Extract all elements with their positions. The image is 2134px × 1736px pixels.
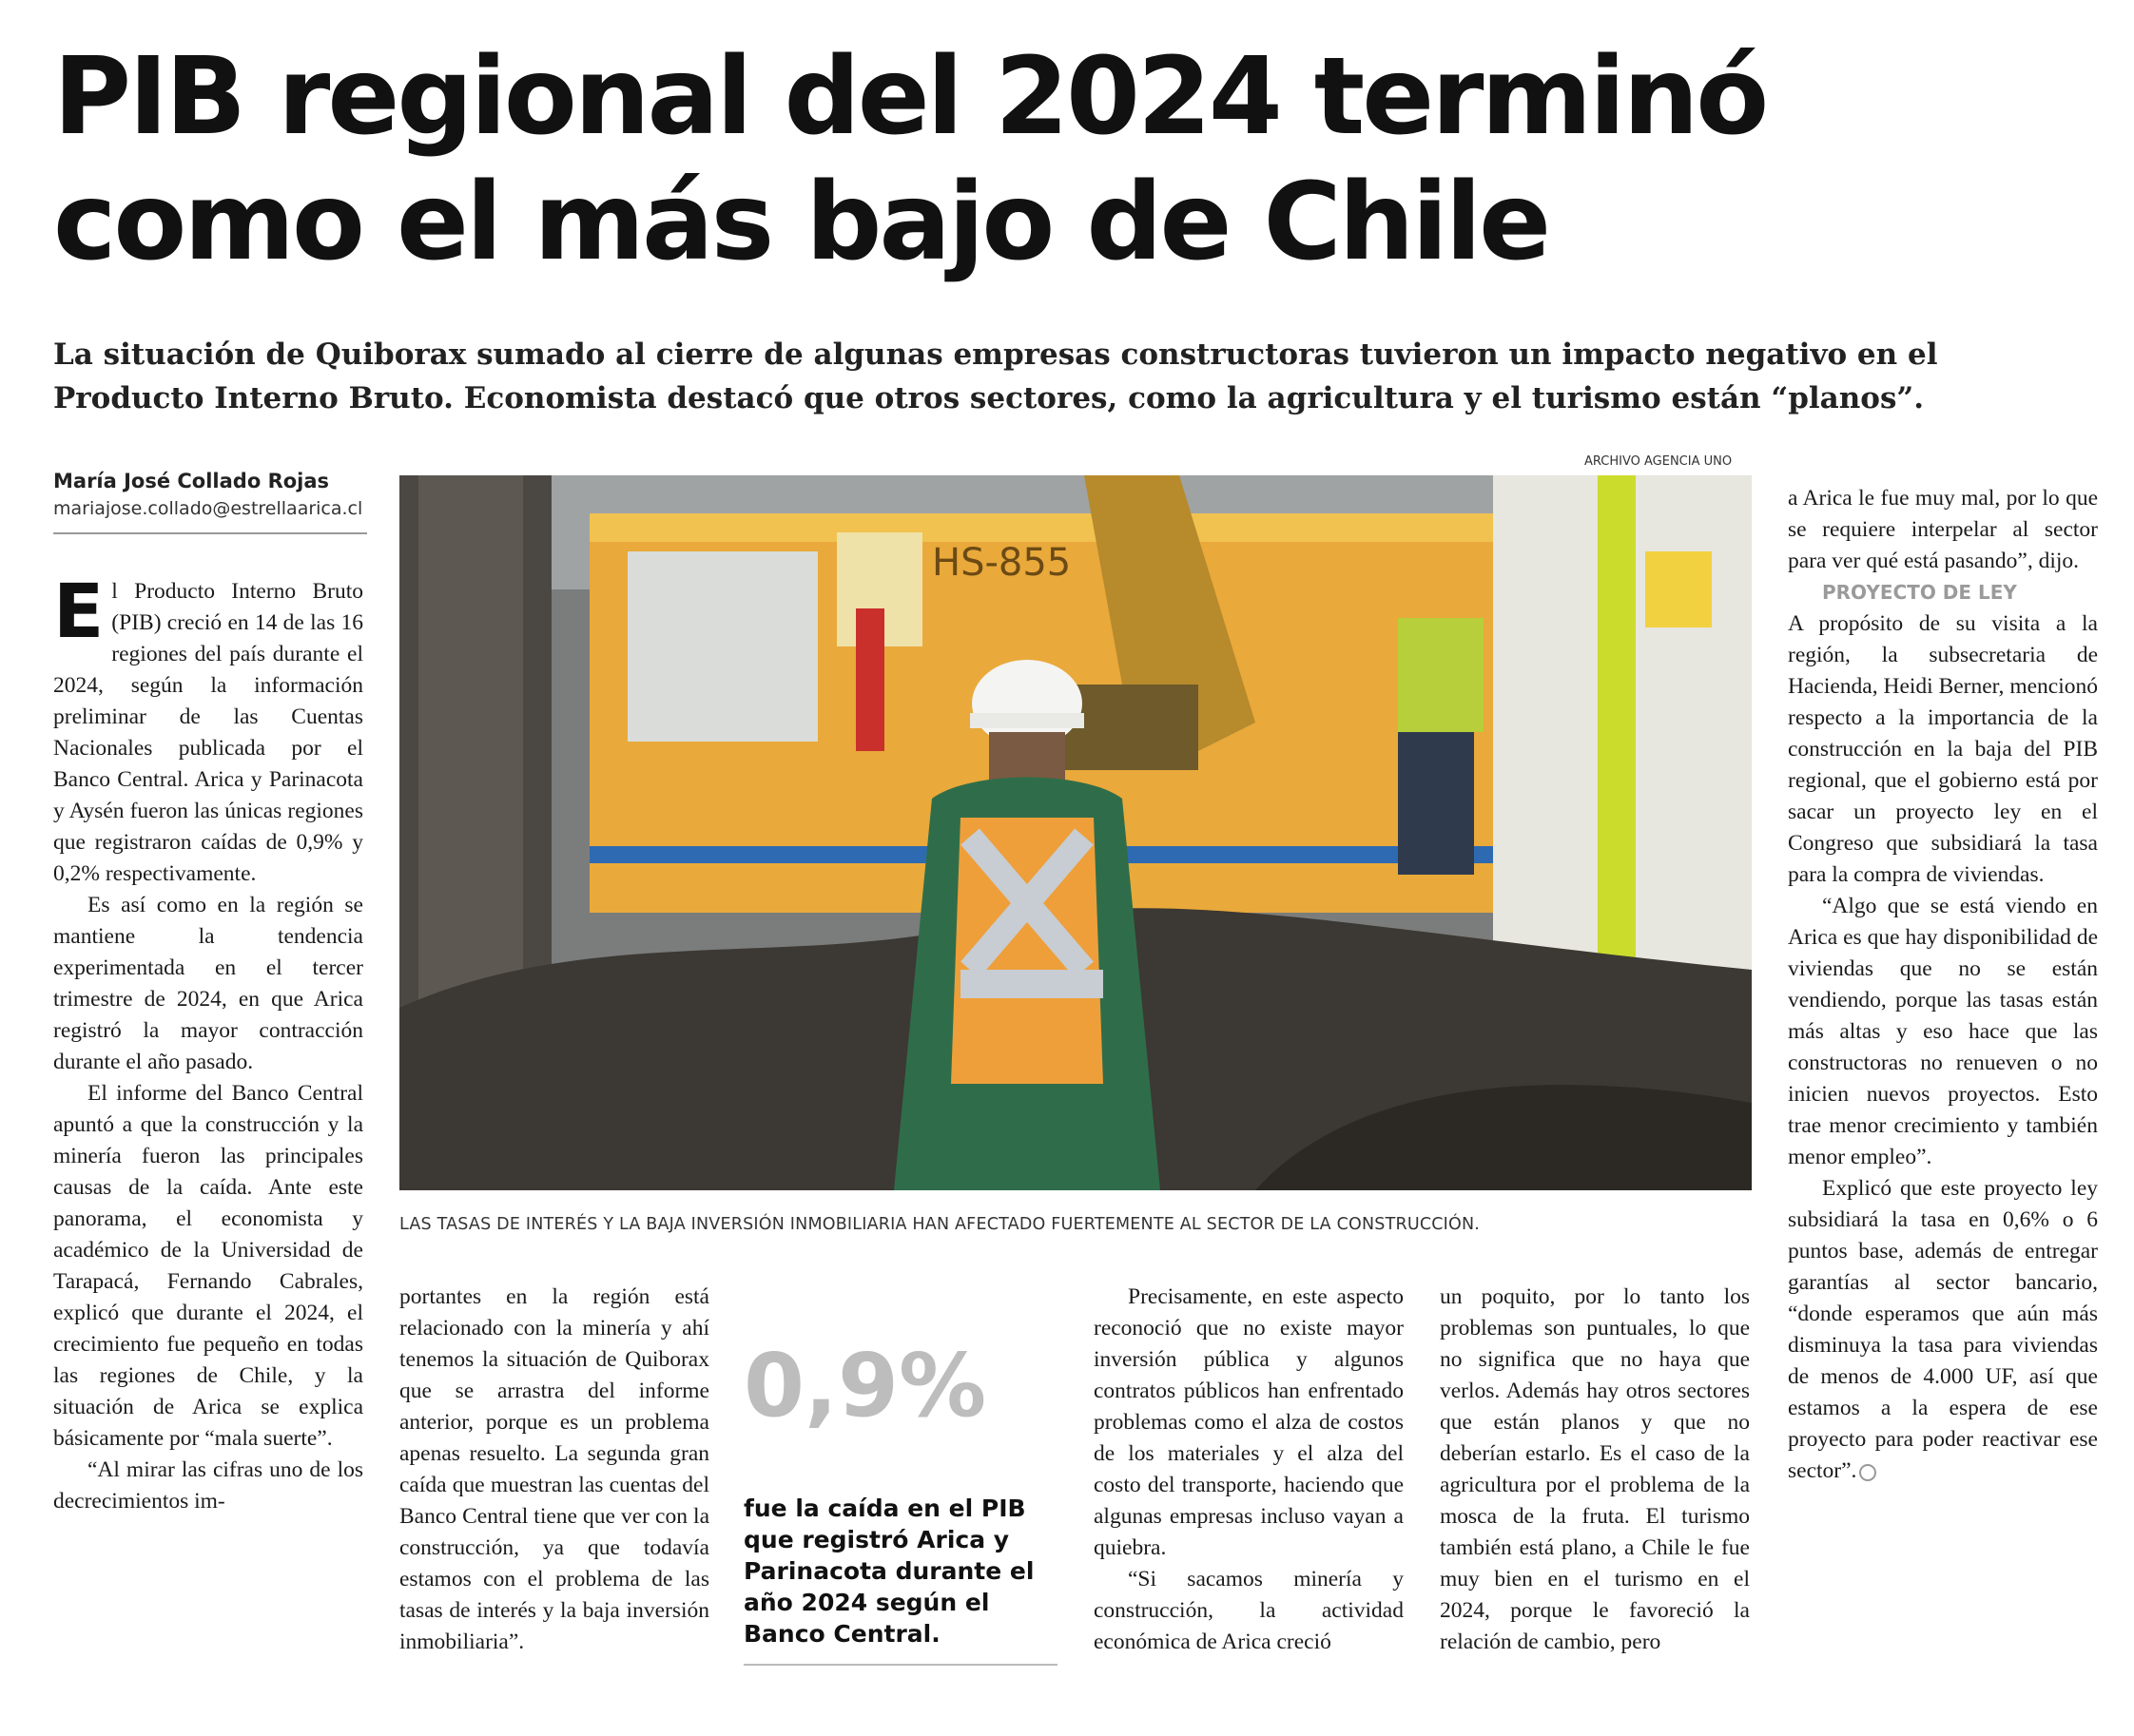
end-of-article-icon	[1859, 1464, 1876, 1481]
highlight-number: 0,9%	[744, 1335, 987, 1437]
col3-paragraph-1: Precisamente, en este aspecto reconoció que no existe mayor inversión pública y algunos contratos públicos han enfrentado problemas como el alza de costos de los materiales y el alza del costo del transporte, haciendo que algunas empresas incluso vayan a quiebra.	[1094, 1284, 1404, 1560]
col4-paragraph-1: un poquito, por lo tanto los problemas son puntuales, lo que no significa que no haya que verlos. Además hay otros sectores que están planos y que no deberían estarlo. Es el caso de la agricultura por el problema de la mosca de la fruta. El turismo también está plano, a Chile le fue muy bien en el turismo en el 2024, porque le favoreció la relación de cambio, pero	[1440, 1284, 1750, 1654]
headline-line-1: PIB regional del 2024 terminó	[53, 35, 1767, 159]
column-3	[1094, 1282, 1404, 1658]
highlight-text: fue la caída en el PIB que registró Arica y Parinacota durante el año 2024 según el Banco Central.	[744, 1495, 1035, 1648]
column-2	[399, 1282, 709, 1658]
col1-paragraph-2: Es así como en la región se mantiene la tendencia experimentada en el tercer trimestre de 2024, en que Arica registró la mayor contracción durante el año pasado.	[53, 893, 363, 1074]
article-subhead: La situación de Quiborax sumado al cierre de algunas empresas constructoras tuvieron un impacto negativo en el Producto Interno Bruto. Economista destacó que otros sectores, como la agricultura y el turismo están “planos”.	[53, 338, 1938, 415]
col5-paragraph-1: a Arica le fue muy mal, por lo que se requiere interpelar al sector para ver qué está pasando”, dijo.	[1788, 486, 2098, 573]
column-1	[53, 569, 363, 1517]
col1-paragraph-1	[53, 569, 363, 890]
construction-scene-image	[399, 475, 1752, 1190]
col3-paragraph-2: “Si sacamos minería y construcción, la actividad económica de Arica creció	[1094, 1567, 1404, 1654]
col1-paragraph-4: “Al mirar las cifras uno de los decrecimientos im-	[53, 1457, 363, 1514]
photo-caption: LAS TASAS DE INTERÉS Y LA BAJA INVERSIÓN INMOBILIARIA HAN AFECTADO FUERTEMENTE AL SECTOR DE LA CONSTRUCCIÓN.	[399, 1215, 1481, 1234]
photo-credit: ARCHIVO AGENCIA UNO	[1584, 454, 1733, 469]
col5-paragraph-2: A propósito de su visita a la región, la subsecretaria de Hacienda, Heidi Berner, mencionó respecto a la importancia de la construcción en la baja del PIB regional, que el gobierno está por sacar un proyecto ley en el Congreso que subsidiará la tasa para la compra de viviendas.	[1788, 611, 2098, 887]
article-photo	[399, 475, 1752, 1190]
byline-author: María José Collado Rojas	[53, 470, 330, 492]
byline-email: mariajose.collado@estrellaarica.cl	[53, 498, 363, 519]
col2-paragraph-1: portantes en la región está relacionado con la minería y ahí tenemos la situación de Quiborax que se arrastra del informe anterior, porque es un problema apenas resuelto. La segunda gran caída que muestran las cuentas del Banco Central tiene que ver con la construcción, ya que todavía estamos con el problema de las tasas de interés y la baja inversión inmobiliaria”.	[399, 1284, 709, 1654]
column-5	[1788, 483, 2098, 1487]
col5-paragraph-4	[1788, 1173, 2098, 1487]
drop-cap: E	[53, 569, 105, 655]
machine-label: HS-855	[932, 541, 1072, 585]
col5-paragraph-3: “Algo que se está viendo en Arica es que hay disponibilidad de viviendas que no se están vendiendo, porque las tasas están más altas y eso hace que las constructoras no renueven o no inicien nuevos proyectos. Esto trae menor crecimiento y también menor empleo”.	[1788, 894, 2098, 1169]
section-heading: PROYECTO DE LEY	[1822, 581, 2017, 604]
col5-p4-text: Explicó que este proyecto ley subsidiará la tasa en 0,6% o 6 puntos base, además de entregar garantías al sector bancario, “donde esperamos que aún más disminuya la tasa para viviendas de menos de 4.000 UF, así que estamos a la espera de ese proyecto para poder reactivar ese sector”.	[1788, 1176, 2098, 1483]
highlight-divider	[744, 1664, 1057, 1666]
col1-p1-text: l Producto Interno Bruto (PIB) creció en 14 de las 16 regiones del país durante el 2024, según la información preliminar de las Cuentas Nacionales publicada por el Banco Central. Arica y Parinacota y Aysén fueron las únicas regiones que registraron caídas de 0,9% y 0,2% respectivamente.	[53, 579, 363, 886]
col1-paragraph-3: El informe del Banco Central apuntó a que la construcción y la minería fueron las principales causas de la caída. Ante este panorama, el economista y académico de la Universidad de Tarapacá, Fernando Cabrales, explicó que durante el 2024, el crecimiento fue pequeño en todas las regiones de Chile, y la situación de Arica se explica básicamente por “mala suerte”.	[53, 1081, 363, 1451]
byline-divider	[53, 532, 367, 534]
column-4	[1440, 1282, 1750, 1658]
headline-line-2: como el más bajo de Chile	[53, 161, 1549, 284]
article-headline	[53, 34, 2107, 285]
